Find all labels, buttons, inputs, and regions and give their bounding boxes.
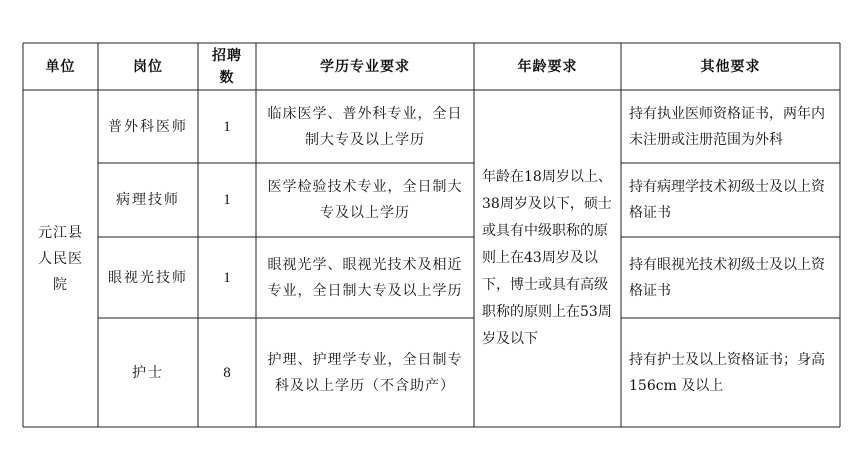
table-row-4-education: 护理、护理学专业，全日制专科及以上学历（不含助产） — [267, 351, 463, 394]
header-unit: 单位 — [45, 58, 76, 75]
header-age: 年龄要求 — [517, 58, 578, 75]
header-education: 学历专业要求 — [320, 58, 410, 75]
header-count: 招聘数 — [212, 47, 242, 86]
table-row-3-other: 持有眼视光技术初级士及以上资格证书 — [629, 256, 825, 299]
age-requirement: 年龄在18周岁以上、38周岁及以下，硕士或具有中级职称的原则上在43周岁及以下，博士或具有高级职称的原则上在53周岁及以下 — [482, 169, 612, 347]
unit-name: 元江县人民医院 — [38, 224, 83, 293]
table-row-2-other: 持有病理学技术初级士及以上资格证书 — [629, 179, 825, 221]
table-row-2-education: 医学检验技术专业，全日制大专及以上学历 — [267, 179, 463, 221]
table-row-3-count: 1 — [223, 269, 231, 286]
table-row-4-post: 护士 — [132, 364, 164, 381]
table-row-2-count: 1 — [223, 192, 231, 208]
table-row-3-post: 眼视光技师 — [108, 269, 188, 286]
table-row-1-education: 临床医学、普外科专业，全日制大专及以上学历 — [267, 105, 463, 148]
header-post: 岗位 — [133, 58, 163, 75]
table-row-4-count: 8 — [223, 364, 231, 381]
table-row-3-education: 眼视光学、眼视光技术及相近专业，全日制大专及以上学历 — [267, 256, 463, 299]
header-other: 其他要求 — [700, 58, 761, 75]
table-row-1-count: 1 — [223, 118, 231, 135]
table-row-1-other: 持有执业医师资格证书，两年内未注册或注册范围为外科 — [629, 105, 825, 148]
table-row-1-post: 普外科医师 — [108, 118, 188, 135]
table-row-2-post: 病理技师 — [116, 192, 180, 208]
table-row-4-other: 持有护士及以上资格证书；身高156cm 及以上 — [629, 351, 825, 394]
